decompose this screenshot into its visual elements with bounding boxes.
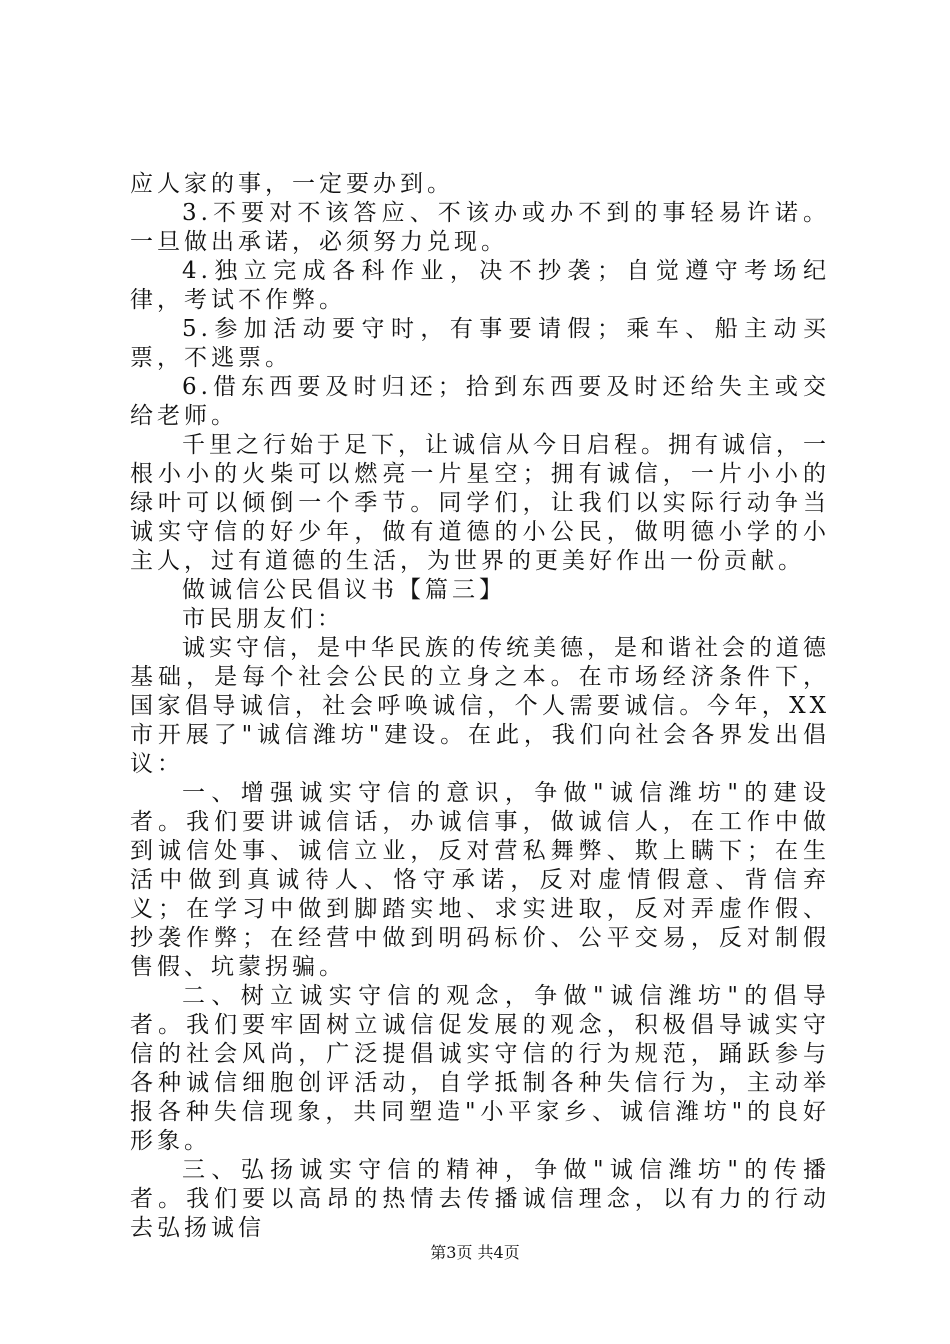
paragraph-9: 诚实守信，是中华民族的传统美德，是和谐社会的道德基础，是每个社会公民的立身之本。在市场经济条件下，国家倡导诚信，社会呼唤诚信，个人需要诚信。今年，XX市开展了"诚信潍坊"建设。在此，我们向社会各界发出倡议： (130, 635, 830, 777)
page-number-footer: 第3页 共4页 (430, 1243, 520, 1262)
paragraph-10: 一、增强诚实守信的意识，争做"诚信潍坊"的建设者。我们要讲诚信话，办诚信事，做诚信人，在工作中做到诚信处事、诚信立业，反对营私舞弊、欺上瞒下；在生活中做到真诚待人、恪守承诺，反对虚情假意、背信弃义；在学习中做到脚踏实地、求实进取，反对弄虚作假、抄袭作弊；在经营中做到明码标价、公平交易，反对制假售假、坑蒙拐骗。 (130, 780, 830, 980)
paragraph-12: 三、弘扬诚实守信的精神，争做"诚信潍坊"的传播者。我们要以高昂的热情去传播诚信理念，以有力的行动去弘扬诚信 (130, 1157, 830, 1241)
paragraph-6: 千里之行始于足下，让诚信从今日启程。拥有诚信，一根小小的火柴可以燃亮一片星空；拥有诚信，一片小小的绿叶可以倾倒一个季节。同学们，让我们以实际行动争当诚实守信的好少年，做有道德的小公民，做明德小学的小主人，过有道德的生活，为世界的更美好作出一份贡献。 (130, 432, 830, 574)
paragraph-4: 5.参加活动要守时，有事要请假；乘车、船主动买票，不逃票。 (130, 316, 830, 371)
paragraph-3: 4.独立完成各科作业，决不抄袭；自觉遵守考场纪律，考试不作弊。 (130, 258, 830, 313)
salutation: 市民朋友们： (182, 606, 344, 632)
paragraph-5: 6.借东西要及时归还；拾到东西要及时还给失主或交给老师。 (130, 374, 830, 429)
document-body (130, 170, 830, 1243)
section-heading: 做诚信公民倡议书【篇三】 (182, 577, 506, 603)
paragraph-1: 应人家的事，一定要办到。 (130, 171, 454, 197)
paragraph-11: 二、树立诚实守信的观念，争做"诚信潍坊"的倡导者。我们要牢固树立诚信促发展的观念，积极倡导诚实守信的社会风尚，广泛提倡诚实守信的行为规范，踊跃参与各种诚信细胞创评活动，自学抵制各种失信行为，主动举报各种失信现象，共同塑造"小平家乡、诚信潍坊"的良好形象。 (130, 983, 830, 1154)
paragraph-2: 3.不要对不该答应、不该办或办不到的事轻易许诺。一旦做出承诺，必须努力兑现。 (130, 200, 830, 255)
